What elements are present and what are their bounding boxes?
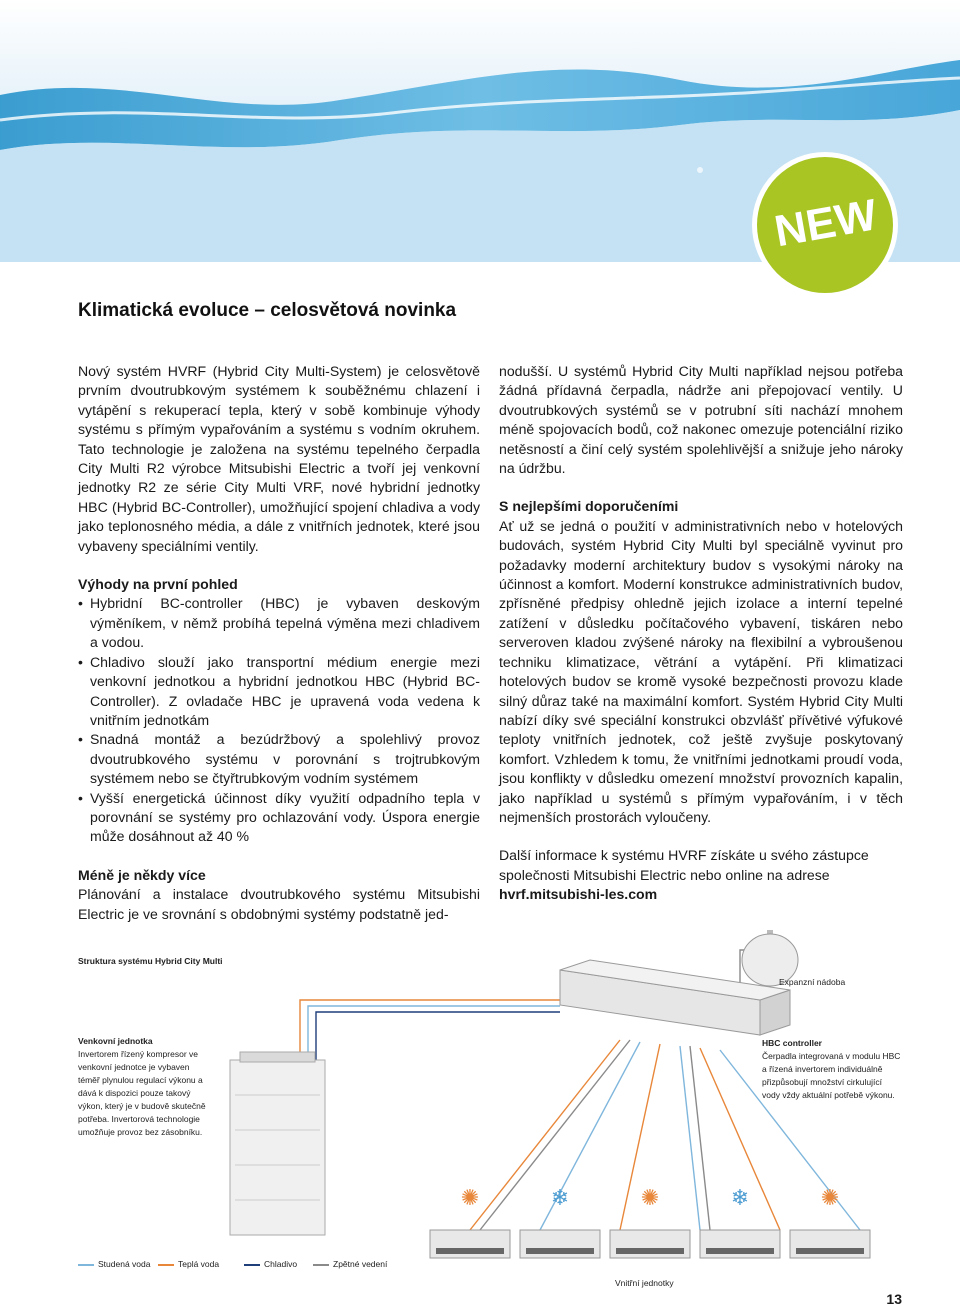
legend-swatch <box>158 1264 174 1266</box>
list-item: • Hybridní BC-controller (HBC) je vybaven deskovým výměníkem, v němž probíhá tepelná výměna mezi chladivem a vodou. <box>90 594 480 652</box>
page-title: Klimatická evoluce – celosvětová novinka <box>78 300 457 321</box>
legend-label: Studená voda <box>98 1259 151 1269</box>
outdoor-unit-icon <box>230 1052 325 1235</box>
indoor-units-label: Vnitřní jednotky <box>615 1278 674 1288</box>
svg-text:❄: ❄ <box>550 1185 570 1210</box>
outdoor-unit-text: Invertorem řízený kompresor ve venkovní jednotce je vybaven téměř plynulou regulací výkonu a dává k dispozici pouze takový výkon, který je v budově skutečně potřeba. Invertorová technologie umožňuje provoz bez zásobníku. <box>78 1049 206 1137</box>
legend-label: Zpětné vedení <box>333 1259 388 1269</box>
legend-swatch <box>313 1264 329 1266</box>
legend-swatch <box>78 1264 94 1266</box>
intro-paragraph: Nový systém HVRF (Hybrid City Multi-System) je celosvětově prvním dvoutrubkovým systémem k souběžnému chlazení i vytápění s rekuperací tepla, který v sobě kombinuje výhody systému s přímým vypařováním a systému s vodním okruhem. Tato technologie je založena na systému tepelného čerpadla City Multi R2 výrobce Mitsubishi Electric a tvoří jej venkovní jednotky R2 ze série City Multi VRF, nové hybridní jednotky HBC (Hybrid BC-Controller), umožňující spojení chladiva a vody jako teplonosného média, a dále z vnitřních jednotek, které jsou vybaveny speciálními ventily. <box>78 363 480 554</box>
less-paragraph: Plánování a instalace dvoutrubkového systému Mitsubishi Electric je ve srovnání s obdobnými systémy podstatně jed- <box>78 886 480 922</box>
more-info-paragraph <box>499 846 903 904</box>
advantages-list <box>78 594 480 846</box>
legend-label: Chladivo <box>264 1259 298 1269</box>
indoor-unit-icon <box>520 1185 600 1258</box>
list-item: • Snadná montáž a bezúdržbový a spolehlivý provoz dvoutrubkového systému v porovnání s trojtrubkovým systémem nebo se čtyřtrubkovým vodním systémem <box>90 730 480 788</box>
expansion-tank-label: Expanzní nádoba <box>779 977 846 987</box>
svg-text:✺: ✺ <box>820 1185 840 1210</box>
indoor-unit-icon <box>790 1185 870 1258</box>
advantages-heading: Výhody na první pohled <box>78 576 238 593</box>
best-paragraph: Ať už se jedná o použití v administrativních nebo v hotelových budovách, systém Hybrid City Multi byl speciálně vyvinut pro požadavky moderní architektury budov s vysokými nároky na účinnost a komfort. Moderní konstrukce administrativních budov, zpřísněné předpisy ohledně jejich izolace a interní tepelné zatížení v důsledku počítačového vybavení, tiskáren nebo serveroven kladou zvýšené nároky na flexibilní a vybroušenou techniku klimatizace, větrání a vytápění. Při klimatizaci hotelových budov se kromě vysoké bezpečnosti provozu klade silný důraz také na maximální komfort. Systém Hybrid City Multi nabízí díky své speciální konstrukci obzvlášť přívětivé výfukové teploty vnitřních jednotek, což ještě zvyšuje poskytovaný komfort. Vzhledem k tomu, že vnitřními jednotkami proudí voda, jsou konflikty v důsledku omezení množství provozních kapalin, jako například u systémů s přímým vypařováním, i v těch nejmenších prostorách vyloučeny. <box>499 517 903 825</box>
indoor-unit-icon <box>700 1185 780 1258</box>
page-number: 13 <box>886 1291 902 1307</box>
less-heading: Méně je někdy více <box>78 866 206 883</box>
best-heading: S nejlepšími doporučeními <box>499 498 679 515</box>
continuation-paragraph: nodušší. U systémů Hybrid City Multi například nejsou potřeba žádná přídavná čerpadla, nádrže ani přepojovací ventily. U dvoutrubkových systémů se v potrubní síti nachází mnohem méně spojovacích bodů, což nakonec omezuje potenciální riziko netěsností a činí celý systém spolehlivější a snižuje jeho nároky na údržbu. <box>499 363 903 477</box>
right-column <box>499 362 903 905</box>
legend-swatch <box>244 1264 260 1266</box>
outdoor-unit-label <box>78 1035 208 1139</box>
svg-text:✺: ✺ <box>640 1185 660 1210</box>
legend-label: Teplá voda <box>178 1259 220 1269</box>
svg-text:✺: ✺ <box>460 1185 480 1210</box>
list-item: • Vyšší energetická účinnost díky využití odpadního tepla v porovnání se systémy pro ochlazování vody. Úspora energie může dosáhnout až 40 % <box>90 789 480 847</box>
hbc-controller-text: Čerpadla integrovaná v modulu HBC a řízená invertorem individuálně přizpůsobují množství cirkulující vody vždy aktuální potřebě výkonu. <box>762 1051 901 1100</box>
hbc-controller-label <box>762 1037 902 1102</box>
more-info-text: Další informace k systému HVRF získáte u svého zástupce společnosti Mitsubishi Electric nebo online na adrese <box>499 847 869 883</box>
hbc-controller-title: HBC controller <box>762 1038 822 1048</box>
list-item: • Chladivo slouží jako transportní médium energie mezi venkovní jednotkou a hybridní jednotkou HBC (Hybrid BC-Controller). Z ovladače HBC je upravená voda vedena k vnitřním jednotkám <box>90 653 480 731</box>
svg-text:❄: ❄ <box>730 1185 750 1210</box>
diagram-caption: Struktura systému Hybrid City Multi <box>78 956 223 966</box>
new-badge-label: NEW <box>770 190 881 257</box>
indoor-unit-icon <box>430 1185 510 1258</box>
left-column <box>78 362 480 924</box>
outdoor-unit-title: Venkovní jednotka <box>78 1036 153 1046</box>
new-badge <box>750 150 900 300</box>
website-link[interactable]: hvrf.mitsubishi-les.com <box>499 886 658 903</box>
